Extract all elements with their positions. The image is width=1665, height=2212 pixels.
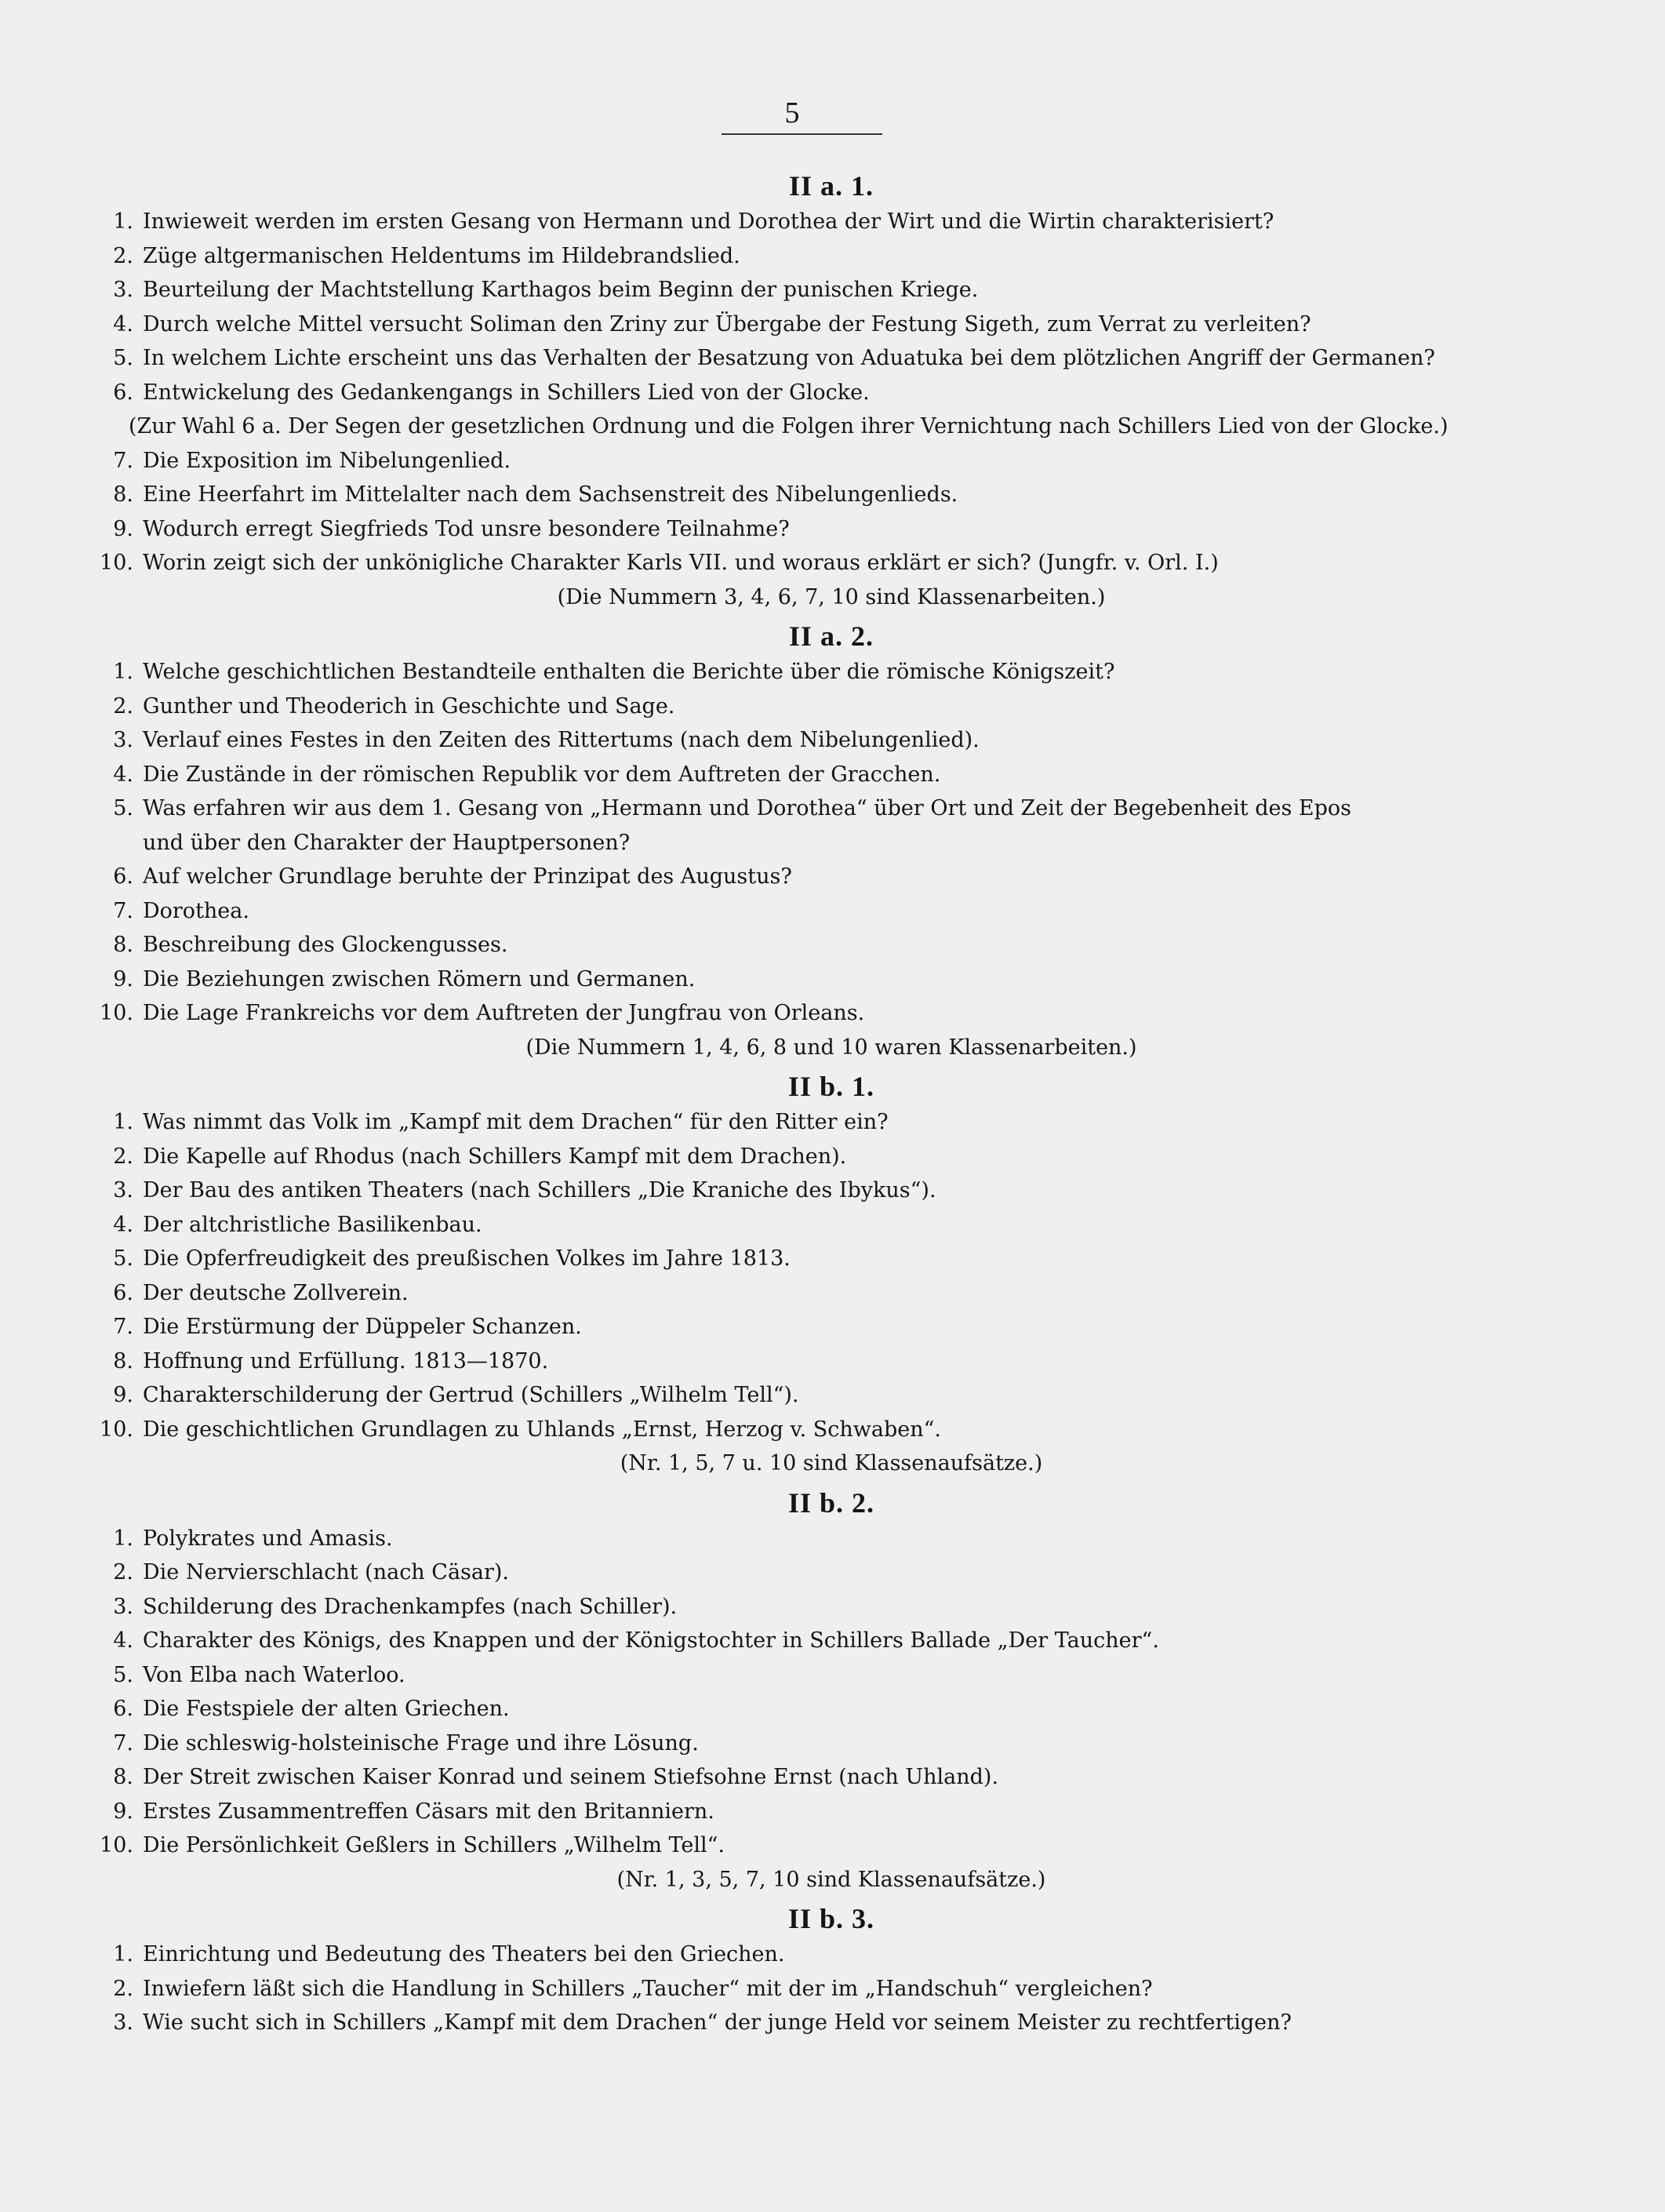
topic-text: Beschreibung des Glockengusses.	[143, 933, 508, 957]
topic-item	[86, 1658, 1576, 1693]
topic-number: 1.	[113, 1526, 133, 1551]
page-number: 5	[784, 96, 800, 129]
topic-text: Der altchristliche Basilikenbau.	[143, 1212, 482, 1237]
topic-number: 2.	[113, 1560, 133, 1584]
topic-number: 6.	[113, 1280, 133, 1305]
section-note: (Die Nummern 1, 4, 6, 8 und 10 waren Klassenarbeiten.)	[525, 1035, 1137, 1060]
topic-item	[86, 1760, 1576, 1795]
topic-number: 2.	[113, 243, 133, 268]
topic-item	[86, 1692, 1576, 1726]
topic-text: Hoffnung und Erfüllung. 1813—1870.	[143, 1348, 549, 1373]
topic-section	[86, 1486, 1576, 1902]
topic-number: 1.	[113, 1942, 133, 1966]
topic-item	[86, 1555, 1576, 1590]
topic-text: Gunther und Theoderich in Geschichte und Sage.	[143, 693, 675, 719]
topic-number: 7.	[113, 1315, 133, 1339]
topic-text: Was nimmt das Volk im „Kampf mit dem Drachen“ für den Ritter ein?	[143, 1110, 889, 1134]
topic-item	[86, 341, 1576, 376]
topic-item	[86, 409, 1576, 444]
topic-number: 9.	[113, 966, 133, 991]
topic-item	[86, 1522, 1576, 1556]
topic-text: Schilderung des Drachenkampfes (nach Schiller).	[143, 1594, 678, 1619]
topic-item	[86, 2006, 1576, 2040]
topic-number: 5.	[113, 346, 133, 370]
topic-item	[86, 1726, 1576, 1761]
topic-text: Worin zeigt sich der unkönigliche Charakter Karls VII. und woraus erklärt er sich? (Jungfr. v. Orl. I.)	[143, 551, 1219, 575]
topic-number: 3.	[113, 2010, 133, 2035]
topic-text: Entwickelung des Gedankengangs in Schillers Lied von der Glocke.	[143, 380, 870, 405]
topic-number: 9.	[113, 1383, 133, 1407]
topic-text: (Zur Wahl 6 a. Der Segen der gesetzlichen Ordnung und die Folgen ihrer Vernichtung nach Schillers Lied von der Glocke.)	[129, 414, 1449, 438]
topic-item	[86, 1242, 1576, 1276]
topic-number: 7.	[113, 898, 133, 923]
topic-item	[86, 273, 1576, 307]
topic-text: Der Bau des antiken Theaters (nach Schillers „Die Kraniche des Ibykus“).	[143, 1178, 936, 1202]
section-heading: II a. 2.	[788, 620, 874, 652]
topic-item	[86, 1173, 1576, 1208]
topic-number: 3.	[113, 1178, 133, 1202]
topic-item	[86, 239, 1576, 274]
topic-item	[86, 1828, 1576, 1863]
topic-section	[86, 1069, 1576, 1486]
topic-section	[86, 619, 1576, 1069]
section-note: (Nr. 1, 5, 7 u. 10 sind Klassenaufsätze.)	[620, 1451, 1043, 1475]
section-spacer	[86, 2040, 1576, 2045]
topic-item	[86, 894, 1576, 929]
topic-number: 5.	[113, 796, 133, 820]
topic-number: 1.	[113, 660, 133, 684]
topic-text: Auf welcher Grundlage beruhte der Prinzipat des Augustus?	[143, 864, 792, 889]
topic-text: Die Kapelle auf Rhodus (nach Schillers Kampf mit dem Drachen).	[143, 1144, 847, 1169]
topic-number: 10.	[100, 1833, 133, 1857]
topic-number: 8.	[113, 1765, 133, 1789]
topic-item	[86, 478, 1576, 512]
topic-text: Die Opferfreudigkeit des preußischen Volkes im Jahre 1813.	[143, 1246, 791, 1271]
topic-item	[86, 1413, 1576, 1447]
topic-section	[86, 169, 1576, 619]
topic-text: Charakter des Königs, des Knappen und der Königstochter in Schillers Ballade „Der Taucher“.	[143, 1628, 1159, 1653]
topic-text: Inwiefern läßt sich die Handlung in Schillers „Taucher“ mit der im „Handschuh“ vergleichen?	[143, 1976, 1153, 2001]
topic-text: Beurteilung der Machtstellung Karthagos beim Beginn der punischen Kriege.	[143, 278, 979, 302]
topic-text: Die Beziehungen zwischen Römern und Germanen.	[143, 966, 696, 991]
topic-number: 9.	[113, 516, 133, 541]
topic-number: 8.	[113, 933, 133, 957]
topic-item	[86, 860, 1576, 894]
topic-item	[86, 689, 1576, 724]
topic-number: 7.	[113, 1730, 133, 1755]
topic-text: Die Zustände in der römischen Republik vor dem Auftreten der Gracchen.	[143, 762, 941, 787]
topic-number: 4.	[113, 1212, 133, 1237]
topic-text: Welche geschichtlichen Bestandteile enthalten die Berichte über die römische Königszeit?	[143, 660, 1115, 684]
topic-text: Die Festspiele der alten Griechen.	[143, 1697, 510, 1721]
essay-topic-lists	[86, 169, 1576, 2045]
topic-number: 10.	[100, 1417, 133, 1442]
topic-text: Wodurch erregt Siegfrieds Tod unsre besondere Teilnahme?	[143, 516, 790, 541]
topic-text: Was erfahren wir aus dem 1. Gesang von „Hermann und Dorothea“ über Ort und Zeit der Begebenheit des Epos	[143, 796, 1352, 820]
topic-number: 3.	[113, 1594, 133, 1619]
section-note: (Nr. 1, 3, 5, 7, 10 sind Klassenaufsätze.)	[616, 1867, 1046, 1892]
topic-number: 2.	[113, 693, 133, 719]
topic-number: 10.	[100, 551, 133, 575]
topic-item	[86, 376, 1576, 410]
topic-text: In welchem Lichte erscheint uns das Verhalten der Besatzung von Aduatuka bei dem plötzlichen Angriff der Germanen?	[143, 346, 1435, 370]
topic-text: Polykrates und Amasis.	[143, 1526, 393, 1551]
topic-text: Die Exposition im Nibelungenlied.	[143, 448, 511, 473]
topic-number: 3.	[113, 278, 133, 302]
topic-item	[86, 1344, 1576, 1379]
topic-number: 2.	[113, 1976, 133, 2001]
topic-number: 8.	[113, 482, 133, 507]
section-heading: II b. 1.	[787, 1071, 875, 1102]
topic-text: Die Lage Frankreichs vor dem Auftreten der Jungfrau von Orleans.	[143, 1001, 865, 1025]
topic-number: 3.	[113, 728, 133, 752]
topic-item	[86, 1310, 1576, 1344]
topic-number: 4.	[113, 762, 133, 787]
topic-item	[86, 962, 1576, 997]
topic-text: Verlauf eines Festes in den Zeiten des Rittertums (nach dem Nibelungenlied).	[143, 728, 980, 752]
topic-number: 4.	[113, 1628, 133, 1653]
topic-number: 5.	[113, 1662, 133, 1687]
topic-item	[86, 307, 1576, 342]
topic-number: 6.	[113, 864, 133, 889]
topic-item	[86, 723, 1576, 758]
topic-item	[86, 1972, 1576, 2006]
topic-item	[86, 1105, 1576, 1140]
topic-item	[86, 928, 1576, 962]
section-heading: II b. 3.	[787, 1903, 875, 1934]
topic-item	[86, 996, 1576, 1031]
topic-item	[86, 1208, 1576, 1242]
topic-text: Wie sucht sich in Schillers „Kampf mit dem Drachen“ der junge Held vor seinem Meister zu rechtfertigen?	[143, 2010, 1292, 2035]
topic-item	[86, 1276, 1576, 1311]
topic-item	[86, 205, 1576, 239]
topic-number: 6.	[113, 1697, 133, 1721]
topic-item	[86, 758, 1576, 792]
topic-number: 9.	[113, 1799, 133, 1824]
topic-text: Die Nervierschlacht (nach Cäsar).	[143, 1560, 510, 1584]
page-number-rule	[722, 133, 882, 135]
topic-text: Der Streit zwischen Kaiser Konrad und seinem Stiefsohne Ernst (nach Uhland).	[143, 1765, 999, 1789]
topic-text: Der deutsche Zollverein.	[143, 1280, 409, 1305]
topic-item	[86, 655, 1576, 689]
topic-number: 1.	[113, 1110, 133, 1134]
topic-text: Die schleswig-holsteinische Frage und ihre Lösung.	[143, 1730, 699, 1755]
topic-text: Züge altgermanischen Heldentums im Hildebrandslied.	[143, 243, 740, 268]
topic-text: Eine Heerfahrt im Mittelalter nach dem Sachsenstreit des Nibelungenlieds.	[143, 482, 958, 507]
topic-item	[86, 1624, 1576, 1658]
topic-text: Erstes Zusammentreffen Cäsars mit den Britanniern.	[143, 1799, 714, 1824]
topic-text: Die Erstürmung der Düppeler Schanzen.	[143, 1315, 582, 1339]
topic-item	[86, 1140, 1576, 1174]
section-note: (Die Nummern 3, 4, 6, 7, 10 sind Klassenarbeiten.)	[557, 584, 1106, 609]
topic-item	[86, 1795, 1576, 1829]
topic-item	[86, 1378, 1576, 1413]
topic-number: 6.	[113, 380, 133, 405]
topic-text: Charakterschilderung der Gertrud (Schillers „Wilhelm Tell“).	[143, 1383, 799, 1407]
topic-number: 4.	[113, 311, 133, 337]
topic-number: 1.	[113, 209, 133, 234]
topic-item	[86, 512, 1576, 547]
topic-item	[86, 1590, 1576, 1624]
topic-section	[86, 1901, 1576, 2045]
topic-number: 7.	[113, 448, 133, 473]
topic-text: Inwieweit werden im ersten Gesang von Hermann und Dorothea der Wirt und die Wirtin charakterisiert?	[143, 209, 1274, 234]
topic-text-continuation: und über den Charakter der Hauptpersonen?	[143, 830, 631, 855]
topic-item	[86, 1937, 1576, 1972]
topic-item	[86, 791, 1576, 826]
topic-text: Von Elba nach Waterloo.	[143, 1662, 405, 1687]
section-heading: II b. 2.	[787, 1486, 875, 1519]
topic-text: Dorothea.	[143, 898, 249, 923]
topic-item	[86, 546, 1576, 580]
topic-number: 5.	[113, 1246, 133, 1271]
topic-number: 8.	[113, 1348, 133, 1373]
topic-number: 2.	[113, 1144, 133, 1169]
topic-text: Durch welche Mittel versucht Soliman den Zriny zur Übergabe der Festung Sigeth, zum Verrat zu verleiten?	[143, 311, 1311, 337]
topic-text: Die Persönlichkeit Geßlers in Schillers „Wilhelm Tell“.	[143, 1833, 725, 1857]
topic-text: Die geschichtlichen Grundlagen zu Uhlands „Ernst, Herzog v. Schwaben“.	[143, 1417, 941, 1442]
topic-number: 10.	[100, 1001, 133, 1025]
section-heading: II a. 1.	[788, 170, 874, 202]
topic-text: Einrichtung und Bedeutung des Theaters bei den Griechen.	[143, 1942, 785, 1966]
topic-item	[86, 444, 1576, 478]
